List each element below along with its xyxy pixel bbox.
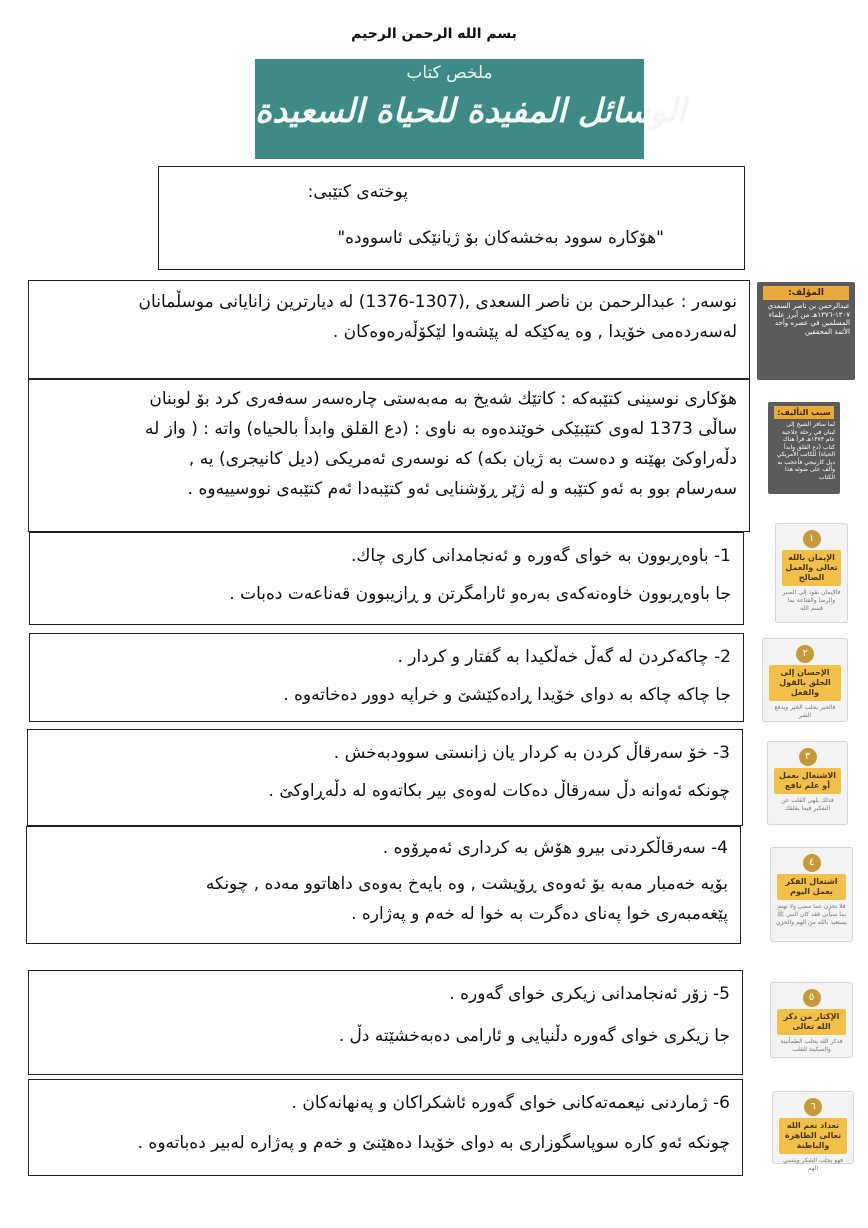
item-thumbnail-card-1 [775,523,848,623]
thumb-text: لما سافر الشيخ إلى لبنان في رحلة علاجية عام ١٣٧٣هـ قرأ هناك كتاب (دع القلق وابدأ الحياة) للكاتب الأمريكي ديل كارنيجي فأعجب به وألف على ضوئه هذا الكتاب [776,421,835,481]
thumb-number-badge: ٣ [799,748,817,766]
summary-title: "هۆکارە سوود بەخشەکان بۆ ژیانێکی ئاسوودە" [337,228,664,248]
item-body-line: جا باوەڕبوون خاوەنەکەی بەرەو ئارامگرتن و ڕازیبوون قەناعەت دەبات . [229,584,731,604]
item-title: 4- سەرقاڵکردنی بیرو هۆش بە کرداری ئەمڕۆوە . [382,838,728,858]
reason-line: دڵەراوکێ بهێنە و دەست بە ژیان بکە) کە نوسەری ئەمریکی (دیل کانیجری) یە , [188,449,737,469]
item-thumbnail-card-6 [772,1091,854,1172]
item-title: 2- چاکەکردن لە گەڵ خەڵکیدا بە گفتار و کردار . [397,647,731,667]
item-box-5 [28,970,743,1075]
item-box-4 [26,826,741,944]
thumb-text: فذكر الله يجلب الطمأنينة والسكينة للقلب [780,1038,843,1053]
book-title-banner [255,59,686,159]
item-body-line: پێغەمبەری خوا پەنای دەگرت بە خوا لە خەم و پەژارە . [351,904,728,924]
item-thumbnail-card-3 [767,741,848,825]
thumb-number-badge: ١ [803,530,821,548]
thumb-number-badge: ٦ [804,1098,822,1116]
thumb-title: الإكثار من ذكر الله تعالى [777,1009,846,1035]
thumb-text: فلا تحزن عما مضى ولا تهتم بما سيأتي فقد كان النبي ﷺ يستعيذ بالله من الهم والحزن [776,903,847,926]
item-body-line: چونکە ئەو کارە سوپاسگوزاری بە دوای خۆیدا دەهێنێ و خەم و پەژارە لەبیر دەباتەوە . [137,1133,730,1153]
thumb-text: فهو يجلب الشكر وينسي الهم [782,1157,844,1172]
item-title: 3- خۆ سەرقاڵ کردن بە کردار یان زانستی سوودبەخش . [333,743,730,763]
basmala-heading: بسم الله الرحمن الرحيم [351,26,517,42]
thumb-title: سبب التأليف: [774,406,834,419]
reason-thumbnail-card [768,402,840,494]
author-box [28,280,750,379]
item-body-line: جا زیکری خوای گەورە دڵنیایی و ئارامی دەبەخشێتە دڵ . [338,1026,730,1046]
thumb-title: اشتغال الفكر بعمل اليوم [777,874,846,900]
thumb-number-badge: ٢ [796,645,814,663]
thumb-text: فالإيمان يقود إلى الصبر والرضا والقناعة بما قسم الله [782,589,841,612]
author-line: لەسەردەمی خۆیدا , وە یەکێکە لە پێشەوا لێکۆڵەرەوەکان . [332,322,737,342]
thumb-number-badge: ٥ [803,989,821,1007]
banner-subtitle: ملخص كتاب [406,63,493,83]
item-body-line: جا چاکە چاکە بە دوای خۆیدا ڕادەکێشێ و خراپە دوور دەخاتەوە . [283,685,731,705]
summary-box [158,166,745,270]
item-body-line: بۆیە خەمبار مەبە بۆ ئەوەی ڕۆیشت , وە بایەخ بەوەی داهاتوو مەدە , چونکە [205,874,728,894]
thumb-title: الإحسان إلى الخلق بالقول والفعل [769,665,841,701]
item-thumbnail-card-5 [770,982,853,1058]
reason-line: ساڵی 1373 لەوی کتێبێکی خوێندەوە بە ناوی : (دع القلق وابدأ بالحياه) واتە : ( واز لە [144,419,737,439]
item-title: 5- زۆر ئەنجامدانی زیکری خوای گەورە . [449,984,730,1004]
thumb-text: فذلك يلهي القلب عن التفكير فيما يقلقك [781,797,834,812]
item-title: 1- باوەڕبوون بە خوای گەورە و ئەنجامدانی کاری چاك. [351,546,731,566]
thumb-text: فالخير يجلب الخير ويدفع الشر [774,704,836,719]
thumb-title: الإيمان بالله تعالى والعمل الصالح [782,550,841,586]
thumb-text: عبدالرحمن بن ناصر السعدي ١٣٠٧-١٣٧٦هـ من أبرز علماء المسلمين في عصره وأحد الأئمة المحققين [767,302,850,336]
item-box-2 [29,633,744,722]
item-thumbnail-card-4 [770,847,853,942]
banner-title: الوسائل المفيدة للحياة السعيدة [255,91,686,130]
thumb-number-badge: ٤ [803,854,821,872]
reason-line: سەرسام بوو بە ئەو کتێبە و لە ژێر ڕۆشنایی ئەو کتێبەدا ئەم کتێبەی نووسییەوە . [187,479,737,499]
item-box-1 [29,532,744,625]
item-box-6 [28,1079,743,1176]
reason-box [28,379,750,532]
thumb-title: الاشتغال بعمل أو علم نافع [774,768,841,794]
reason-line: هۆکاری نوسینی کتێبەکە : کاتێك شەیخ بە مەبەستی چارەسەر سەفەری کرد بۆ لوبنان [149,389,737,409]
item-body-line: چونکە ئەوانە دڵ سەرقاڵ دەکات لەوەی بیر بکاتەوە لە دڵەڕاوکێ . [268,781,730,801]
item-title: 6- ژماردنی نیعمەتەکانی خوای گەورە ئاشکراکان و پەنهانەکان . [291,1093,730,1113]
item-thumbnail-card-2 [762,638,848,722]
summary-heading: پوختەی کتێبی: [307,182,408,202]
author-thumbnail-card [757,282,855,380]
item-box-3 [27,729,743,826]
thumb-title: تعداد نعم الله تعالى الظاهرة والباطنة [779,1118,847,1154]
author-line: نوسەر : عبدالرحمن بن ناصر السعدی ,(1307-1376) لە دیارترین زانایانی موسڵمانان [138,292,737,312]
thumb-title: المؤلف: [763,286,849,300]
